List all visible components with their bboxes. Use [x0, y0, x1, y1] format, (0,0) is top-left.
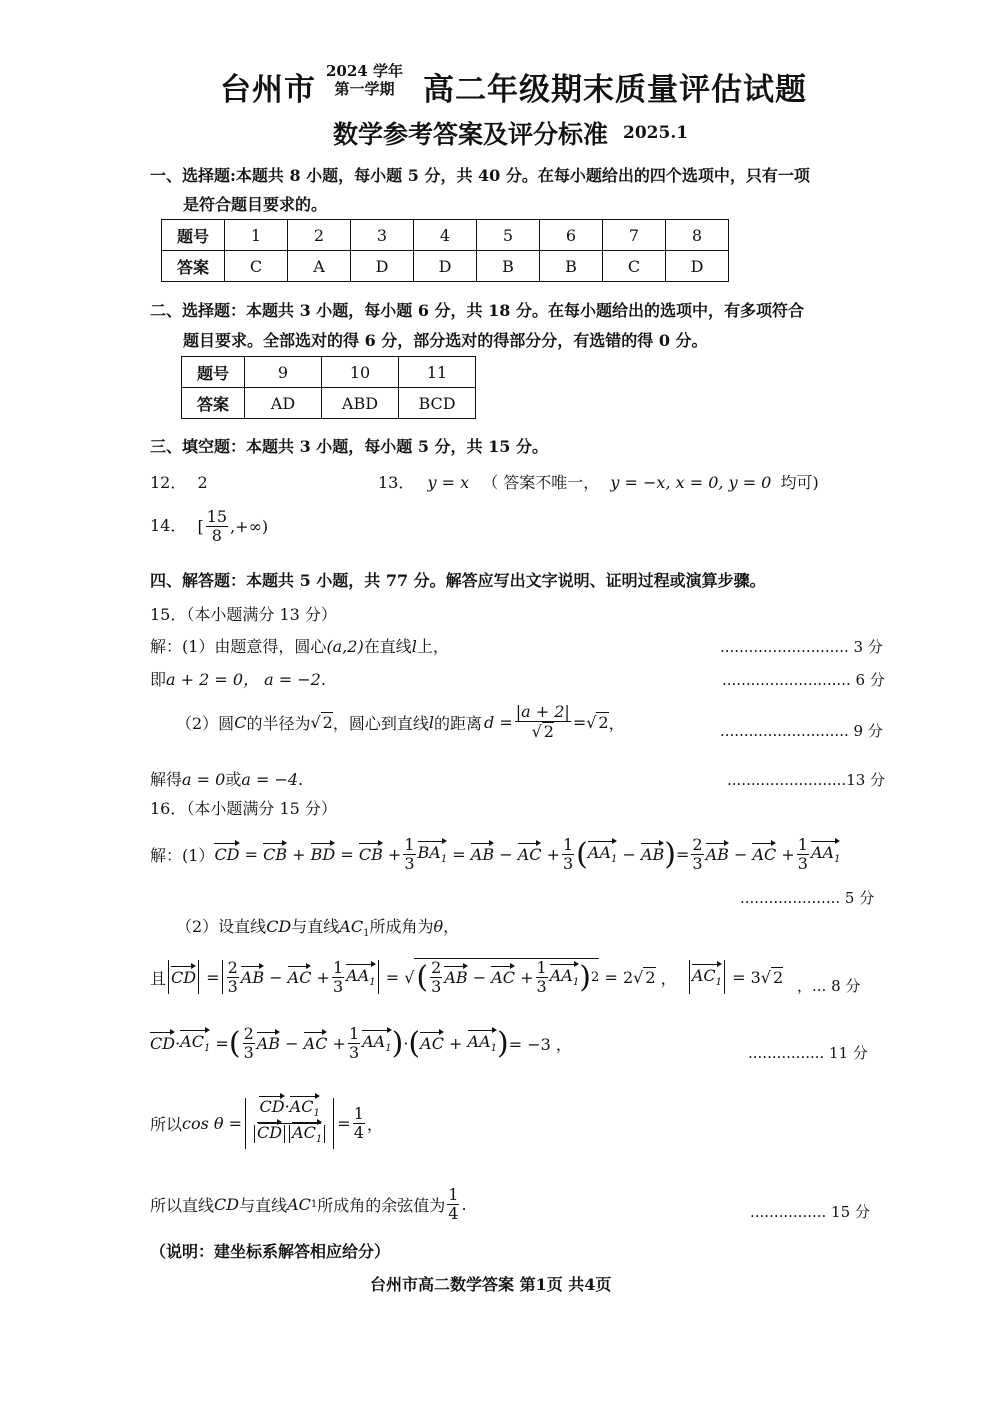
- section3-heading: 三、填空题：本题共 3 小题，每小题 5 分，共 15 分。: [150, 437, 548, 456]
- section2-label-a: 答案: [182, 388, 245, 419]
- q15-title: 15．（本小题满分 13 分）: [150, 605, 337, 624]
- header-semester: 第一学期: [334, 80, 395, 98]
- q14-open: [: [197, 517, 204, 536]
- s1-q3: 3: [351, 220, 414, 251]
- s1-a5: B: [477, 251, 540, 282]
- s2-q10: 10: [322, 357, 399, 388]
- q16-line5: 所以 cos θ = $\frac{CD\cdot AC_1}{CD AC_1}$ = $\frac{1}{4}$ ，: [150, 1098, 383, 1149]
- q15-line1: 解：(1）由题意得，圆心(a,2)在直线l上，: [150, 637, 449, 656]
- s2-a9: AD: [245, 388, 322, 419]
- q16-line2: （2）设直线CD与直线$AC_1$所成角为θ，: [176, 917, 460, 940]
- s2-a11: BCD: [399, 388, 476, 419]
- section1-heading-1: 一、选择题:本题共 8 小题，每小题 5 分，共 40 分。在每小题给出的四个选项中，只有一项: [150, 166, 810, 185]
- s1-a8: D: [666, 251, 729, 282]
- q13-answer: [378, 470, 819, 493]
- s1-q7: 7: [603, 220, 666, 251]
- section1-row-answers: [162, 251, 729, 282]
- s2-q11: 11: [399, 357, 476, 388]
- s1-q4: 4: [414, 220, 477, 251]
- s2-a10: ABD: [322, 388, 399, 419]
- q13-note-post: 均可): [780, 473, 819, 492]
- s1-a6: B: [540, 251, 603, 282]
- s1-q6: 6: [540, 220, 603, 251]
- section1-row-questions: [162, 220, 729, 251]
- page-subtitle: 数学参考答案及评分标准: [333, 120, 609, 149]
- s1-a1: C: [225, 251, 288, 282]
- q16-score-4: ................ 15 分: [750, 1203, 870, 1221]
- q15-score-2: ........................... 6 分: [722, 671, 885, 689]
- q12-num: 12．: [150, 473, 187, 492]
- q14-fraction: $\frac{15}{8}$: [206, 507, 228, 545]
- section2-row-answers: [182, 388, 476, 419]
- header-year: 2024 学年: [326, 62, 403, 80]
- section1-label-a: 答案: [162, 251, 225, 282]
- q16-note: （说明：建坐标系解答相应给分）: [150, 1242, 391, 1261]
- q14-num: 14．: [150, 516, 187, 535]
- q15-score-3: ........................... 9 分: [720, 722, 883, 740]
- header-year-block: [326, 62, 403, 98]
- header-date: 2025.1: [623, 123, 689, 143]
- section2-heading-1: 二、选择题：本题共 3 小题，每小题 6 分，共 18 分。在每小题给出的选项中，有多项符合: [150, 301, 804, 320]
- q13-note-pre: （ 答案不唯一，: [482, 473, 600, 492]
- q15-score-4: .........................13 分: [727, 771, 886, 789]
- page-title: 高二年级期末质量评估试题: [423, 72, 807, 108]
- q12-value: 2: [197, 473, 208, 492]
- s1-a4: D: [414, 251, 477, 282]
- q15-score-1: ........................... 3 分: [720, 638, 883, 656]
- section1-label-q: 题号: [162, 220, 225, 251]
- s1-q8: 8: [666, 220, 729, 251]
- q14-answer: [150, 508, 268, 545]
- q16-score-1: ..................... 5 分: [740, 889, 875, 907]
- q13-note-math: y = −x, x = 0, y = 0: [610, 473, 772, 492]
- q15-line2: 即a + 2 = 0， a = −2.: [150, 670, 326, 689]
- q16-score-3: ................ 11 分: [748, 1044, 868, 1062]
- q12-answer: [150, 470, 208, 493]
- q13-value: y = x: [427, 473, 470, 492]
- q16-cos-result: $\frac{1}{4}$: [353, 1104, 364, 1143]
- q16-line1: 解：(1） CD = CB + BD = CB + $\frac{1}{3}$ $BA_1$ = AB − AC + $\frac{1}{3}$ ( $AA_1$ − AB ) = $\frac{2}{3}$ AB − AC + $\frac{1}{3}$ $AA_1$: [150, 835, 841, 873]
- q16-line4: CD · $AC_1$ = ( $\frac{2}{3}$ AB − AC + $\frac{1}{3}$ $AA_1$ ) · ( AC + $AA_1$ ) = −3 ，: [150, 1024, 572, 1062]
- q15-line4: 解得a = 0或a = −4.: [150, 770, 304, 789]
- section4-heading: 四、解答题：本题共 5 小题，共 77 分。解答应写出文字说明、证明过程或演算步骤。: [150, 571, 766, 590]
- s1-q1: 1: [225, 220, 288, 251]
- section1-answer-table: [161, 219, 729, 282]
- section1-heading-2: 是符合题目要求的。: [183, 195, 328, 214]
- q16-score-2: ，... 8 分: [797, 977, 861, 995]
- section2-answer-table: [181, 356, 476, 419]
- page-footer: 台州市高二数学答案 第1页 共4页: [370, 1275, 612, 1294]
- q15-distance-fraction: $\frac{|a + 2|}{√ 2}$: [515, 702, 570, 741]
- section2-label-q: 题号: [182, 357, 245, 388]
- section2-heading-2: 题目要求。全部选对的得 6 分，部分选对的得部分分，有选错的得 0 分。: [183, 331, 708, 350]
- s1-a3: D: [351, 251, 414, 282]
- q15-line3: （2）圆 C 的半径为 √ 2 ，圆心到直线 l 的距离 d = $\frac{|a + 2|}{√ 2}$ = √ 2 ，: [176, 702, 625, 741]
- s1-q2: 2: [288, 220, 351, 251]
- q16-line6: 所以直线 CD 与直线 AC 1 所成角的余弦值为 $\frac{1}{4}$ .: [150, 1185, 467, 1223]
- q16-title: 16．（本小题满分 15 分）: [150, 799, 337, 818]
- q14-tail: ,+∞): [230, 517, 269, 536]
- s1-a2: A: [288, 251, 351, 282]
- s1-a7: C: [603, 251, 666, 282]
- s2-q9: 9: [245, 357, 322, 388]
- s1-q5: 5: [477, 220, 540, 251]
- header-city: 台州市: [220, 72, 316, 108]
- q16-line3: 且 CD = $\frac{2}{3}$ AB − AC + $\frac{1}{3}$ $AA_1$ = √ ( $\frac{2}{3}$ AB − AC + $\frac{1}{3}$ $AA_1$ ) 2 = 2 √ 2 ， $AC_1$ = 3 √ 2: [150, 957, 784, 996]
- q13-num: 13．: [378, 473, 415, 492]
- section2-row-questions: [182, 357, 476, 388]
